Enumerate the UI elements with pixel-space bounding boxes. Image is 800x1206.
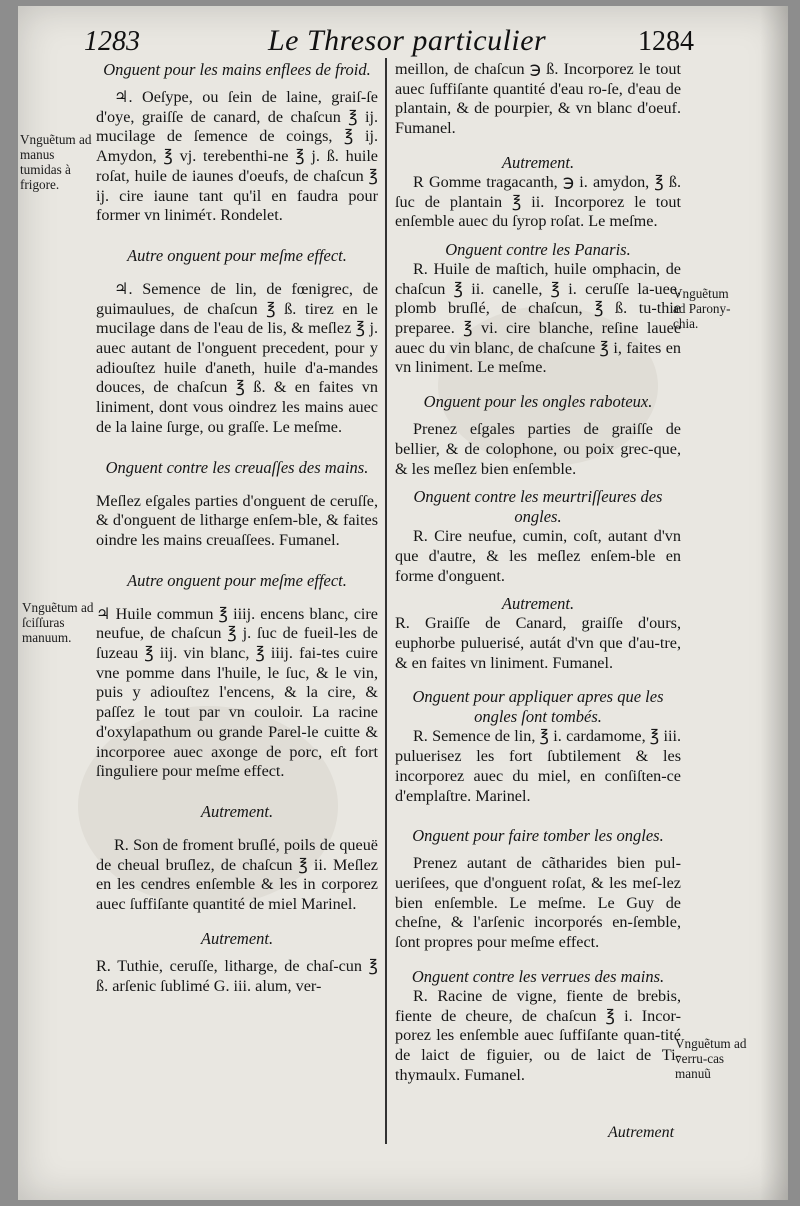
recipe-paragraph: R Gomme tragacanth, ℈ i. amydon, ℥ ß. ſuc de plantain ℥ ii. Incorporez le tout enſemble auec du ſyrop roſat. Le meſme. [395, 172, 681, 231]
recipe-paragraph: R. Son de froment bruſlé, poils de queuë de cheual bruſlez, de chaſcun ℥ ii. Meſlez en les cendres enſemble & les in corporez auec ſuffiſante quantité de miel Marinel. [96, 835, 378, 914]
running-title: Le Thresor particulier [268, 24, 547, 57]
margin-note: Vnguẽtum ad Parony-chia. [673, 286, 731, 331]
section-heading: Onguent contre les meurtriſſeures des ongles. [413, 487, 663, 527]
right-column [395, 60, 681, 1085]
recipe-paragraph: meillon, de chaſcun ℈ ß. Incorporez le tout auec ſuffiſante quantité d'eau ro-ſe, d'eau de plantain, & de pourpier, & vn blanc d'oeuf. Fumanel. [395, 60, 681, 138]
recipe-paragraph: R. Huile de maſtich, huile omphacin, de chaſcun ℥ ii. canelle, ℥ i. ceruſſe la-uee, plomb bruſlé, de chaſcun, ℥ ß. tu-thie preparee. ℥ vi. cire blanche, reſine lauee auec du vin blanc, de chaſcune ℥ i, faites en vn liniment. Le meſme. [395, 259, 681, 377]
section-heading: Autre onguent pour meſme effect. [127, 245, 347, 265]
section-heading: Autrement. [200, 928, 274, 948]
book-page [18, 6, 788, 1200]
section-heading: Onguent pour appliquer apres que les ongles ſont tombés. [412, 687, 664, 727]
page-number-left: 1283 [84, 26, 140, 57]
recipe-paragraph: Prenez eſgales parties de graiſſe de bellier, & de colophone, ou poix grec-que, & les meſlez bien enſemble. [395, 420, 681, 478]
section-heading: Onguent contre les Panaris. [445, 239, 631, 259]
page-header [18, 18, 788, 62]
section-heading: Onguent contre les verrues des mains. [411, 966, 665, 986]
section-heading: Autrement. [501, 152, 575, 172]
section-heading: Autrement. [200, 801, 274, 821]
recipe-paragraph: ♃. Semence de lin, de fœnigrec, de guimaulues, de chaſcun ℥ ß. tirez en le mucilage dans de l'eau de lis, & meſlez ℥ j. auec autant de l'onguent precedent, pour y adiouſtez huile d'aneth, huile d'a-mandes douces, de chaſcun ℥ ß. & en faites vn liniment, dont vous oindrez les mains auec de la laine ſurge, ou graſſe. Le meſme. [96, 279, 378, 436]
margin-note: Vnguẽtum ad verru-cas manuũ [675, 1036, 747, 1081]
left-column [96, 60, 378, 996]
page-number-right: 1284 [638, 26, 694, 57]
section-heading: Onguent pour les ongles raboteux. [423, 392, 653, 412]
recipe-paragraph: R. Graiſſe de Canard, graiſſe d'ours, euphorbe puluerisé, autát d'vn que d'au-tre, & en faites vn liniment. Fumanel. [395, 614, 681, 672]
section-heading: Autre onguent pour meſme effect. [127, 570, 347, 590]
section-heading: Onguent pour faire tomber les ongles. [412, 826, 664, 846]
recipe-paragraph: ♃ Huile commun ℥ iiij. encens blanc, cire neufue, de chaſcun ℥ j. ſuc de fueil-les de ſuzeau ℥ iij. vin blanc, ℥ iiij. fai-tes cuire vne pomme dans l'huile, le ſuc, & le vin, puis y adiouſtez l'encens, & la cire, & paſſez le tout par vn couloir. La racine d'oxylapathum ou grande Parel-le cuitte & incorporee auec axonge de porc, eſt fort ſinguliere pour meſme effect. [96, 604, 378, 781]
section-heading: Autrement. [501, 594, 575, 614]
recipe-paragraph: R. Racine de vigne, fiente de brebis, fiente de cheure, de chaſcun ℥ i. Incor-porez les enſemble auec ſuffiſante quan-tité de laict de figuier, ou de laict de Ti-thymaulx. Fumanel. [395, 986, 681, 1084]
recipe-paragraph: R. Tuthie, ceruſſe, litharge, de chaſ-cun ℥ ß. arſenic ſublimé G. iii. alum, ver- [96, 956, 378, 995]
recipe-paragraph: R. Semence de lin, ℥ i. cardamome, ℥ iii. puluerisez les fort ſubtilement & les incorporez auec du miel, en conſiſten-ce d'emplaſtre. Marinel. [395, 727, 681, 805]
recipe-paragraph: Prenez autant de cãtharides bien pul-ueriſees, que d'onguent roſat, & les meſ-lez bien enſemble. Le meſme. Le Guy de cheſne, & l'arſenic incorporés en-ſemble, ſont propres pour meſme effect. [395, 854, 681, 952]
catchword: Autrement [608, 1124, 675, 1141]
column-divider [385, 58, 387, 1144]
recipe-paragraph: ♃. Oeſype, ou ſein de laine, graiſ-ſe d'oye, graiſſe de canard, de chaſcun ℥ ij. mucilage de ſemence de coings, ℥ ij. Amydon, ℥ vj. terebenthi-ne ℥ j. ß. huile roſat, huile de iaunes d'oeufs, de chaſcun ℥ ij. cire iaune tant qu'il en faudra pour former vn liniméτ. Rondelet. [96, 88, 378, 225]
recipe-paragraph: Meſlez eſgales parties d'onguent de ceruſſe, & d'onguent de litharge enſem-ble, & faites oindre les mains creuaſſees. Fumanel. [96, 491, 378, 549]
margin-note: Vnguẽtum ad ſciſſuras manuum. [22, 600, 94, 645]
section-heading: Onguent contre les creuaſſes des mains. [105, 457, 369, 477]
recipe-paragraph: R. Cire neufue, cumin, coſt, autant d'vn que d'autre, & les meſlez enſem-ble en forme d'onguent. [395, 527, 681, 585]
margin-note: Vnguẽtum ad manus tumidas à frigore. [20, 132, 92, 192]
section-heading: Onguent pour les mains enflees de froid. [103, 60, 371, 79]
